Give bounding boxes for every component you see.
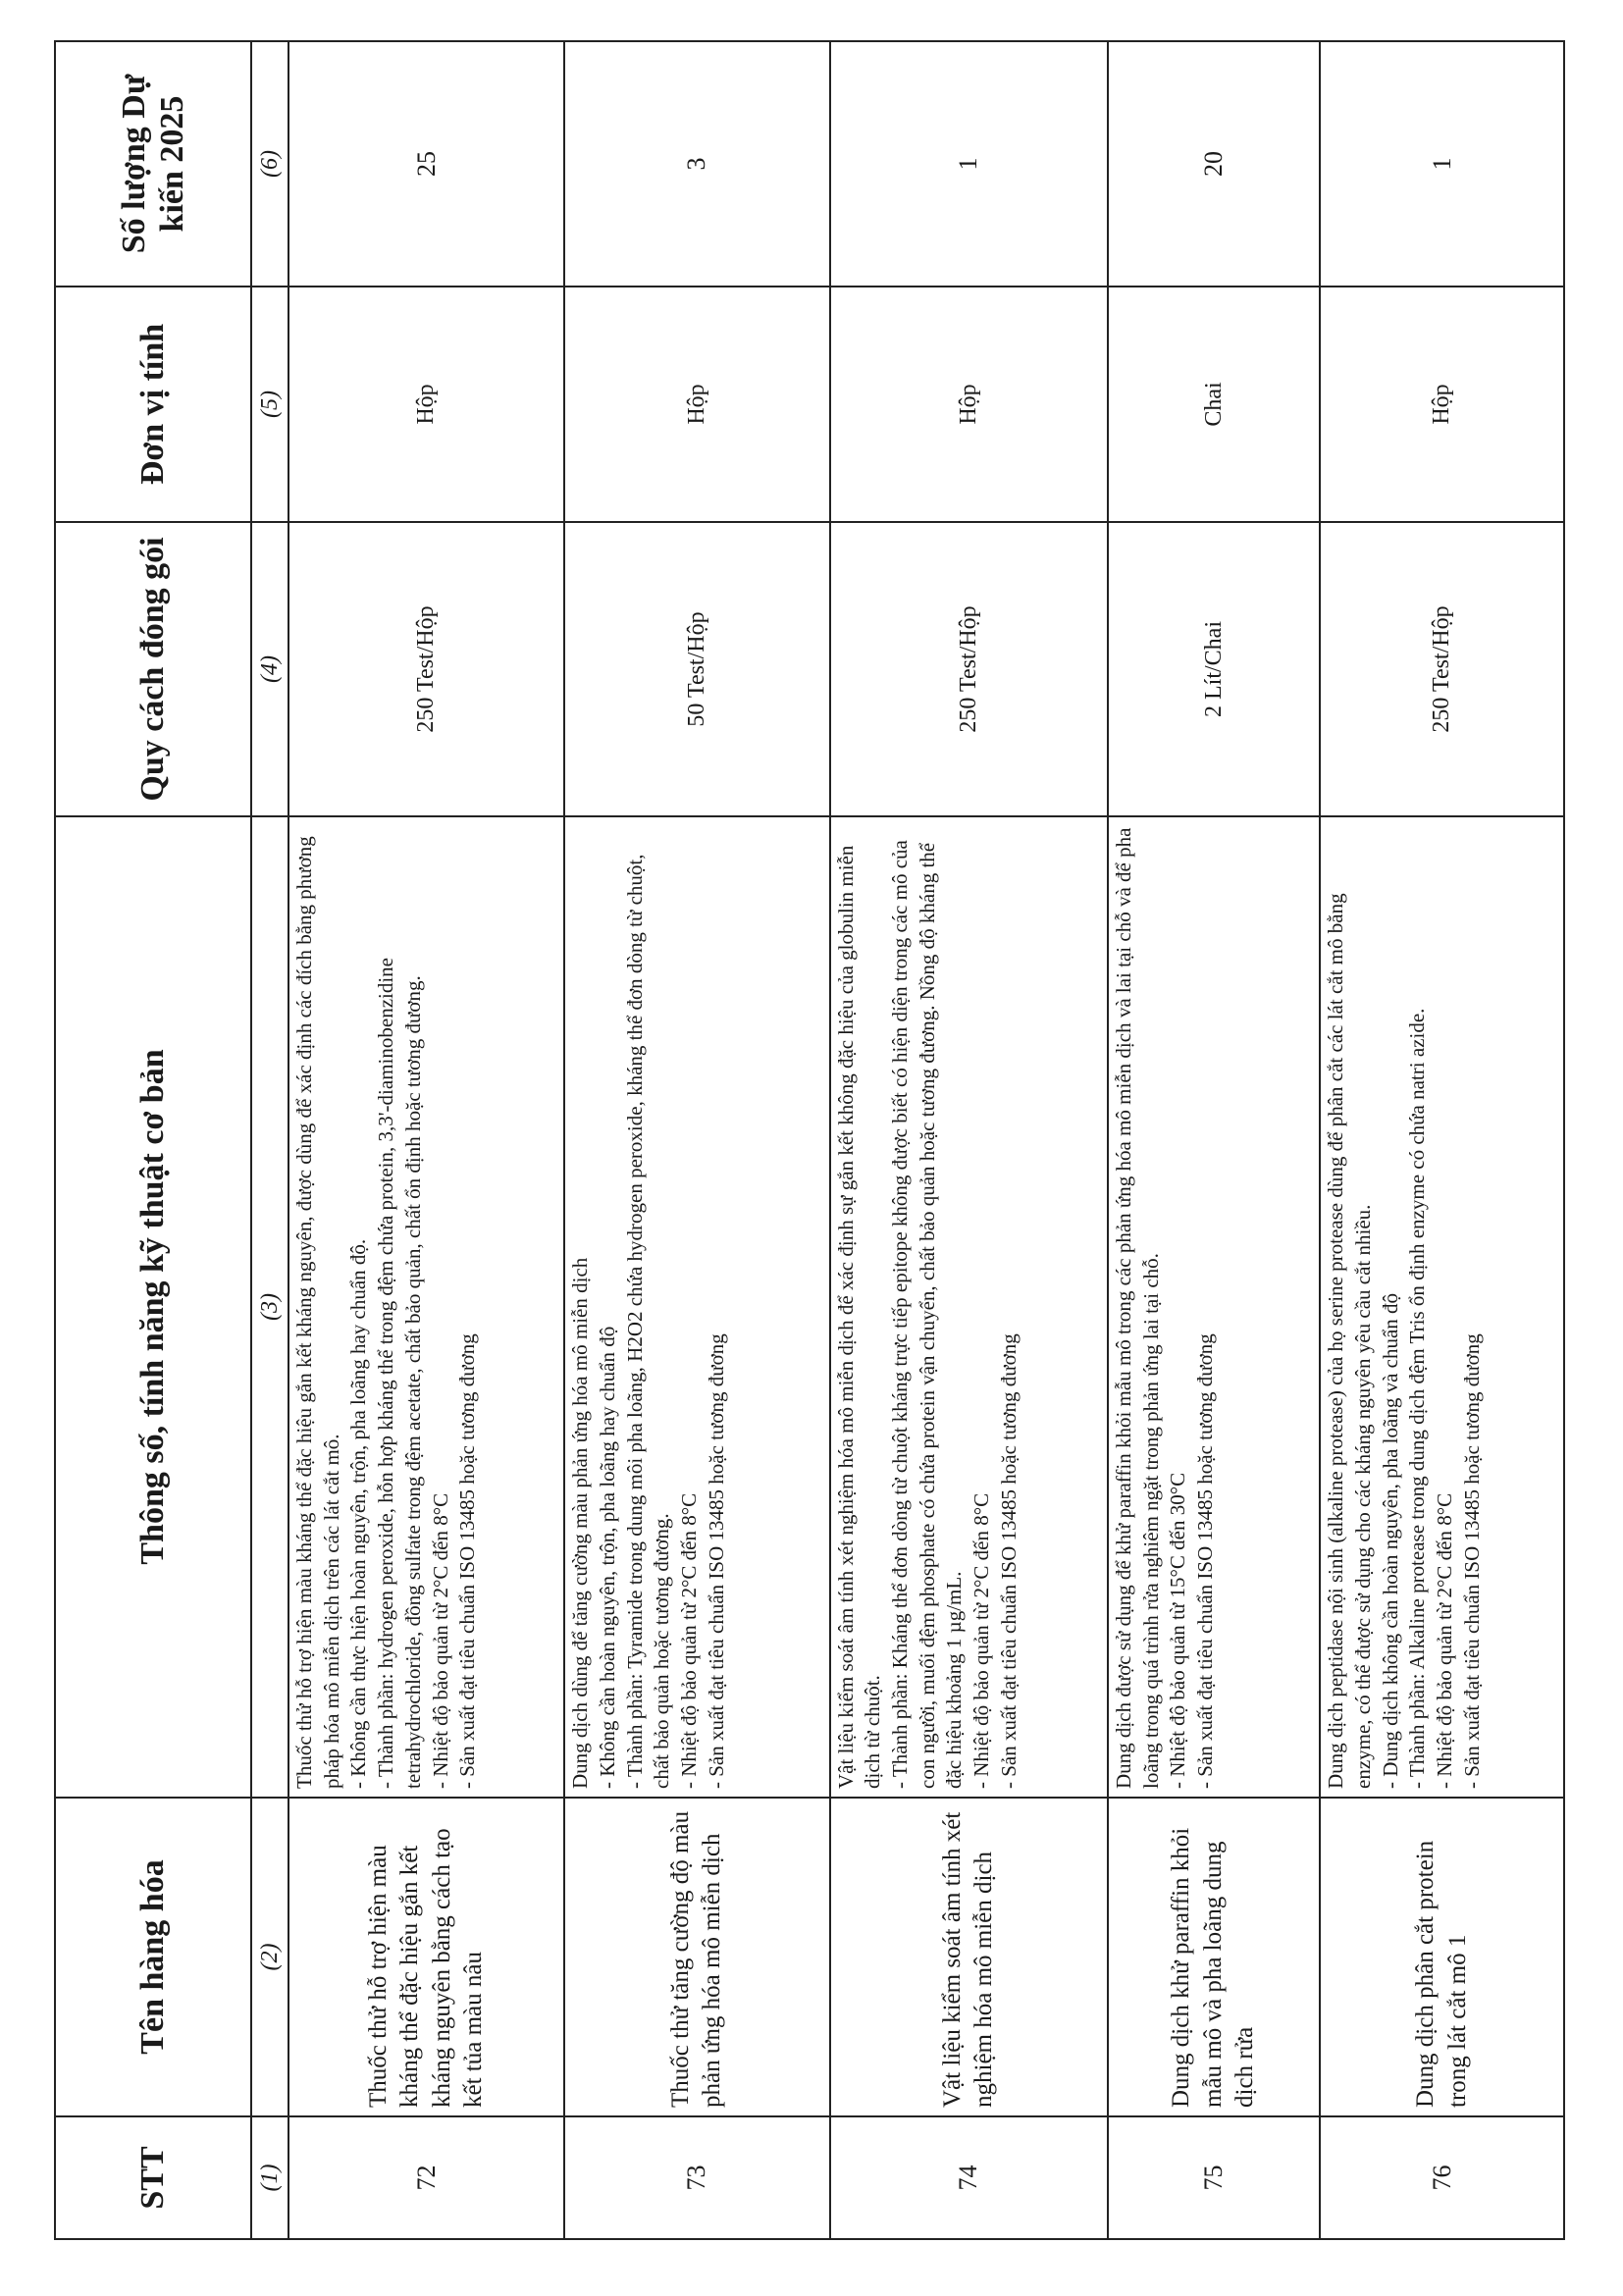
table-row	[1108, 41, 1320, 2239]
row-unit: Chai	[1108, 287, 1320, 522]
col-number: (6)	[251, 41, 288, 287]
row-unit: Hộp	[288, 287, 564, 522]
row-product-name: Dung dịch phân cắt protein trong lát cắt mô 1	[1320, 1798, 1564, 2116]
spec-line: Dung dịch được sử dụng để khử paraffin khỏi mẫu mô trong các phản ứng hóa mô miễn dịch và lai tại chỗ và để pha loãng trong quá trình rửa nghiêm ngặt trong phản ứng lai tại chỗ.	[1111, 827, 1163, 1789]
row-qty: 3	[564, 41, 829, 287]
row-spec	[830, 816, 1108, 1798]
row-product-name: Vật liệu kiểm soát âm tính xét nghiệm hóa mô miễn dịch	[830, 1798, 1108, 2116]
col-number: (3)	[251, 816, 288, 1798]
spec-line: - Sản xuất đạt tiêu chuẩn ISO 13485 hoặc tương đương	[455, 1333, 480, 1789]
header-pack: Quy cách đóng gói	[55, 522, 251, 816]
row-pack: 250 Test/Hộp	[1320, 522, 1564, 816]
header-unit: Đơn vị tính	[55, 287, 251, 522]
spec-line: - Sản xuất đạt tiêu chuẩn ISO 13485 hoặc tương đương	[1459, 1333, 1484, 1789]
table-row	[564, 41, 829, 2239]
spec-line: - Thành phần: Kháng thể đơn dòng từ chuột kháng trực tiếp epitope không được biết có hiện diện trong các mô của con người, muối đệm phosphate có chứa protein vận chuyển, chất bảo quản hoặc tương đương. Nồng độ kháng thể đặc hiệu khoảng 1 µg/mL.	[888, 840, 967, 1789]
spec-line: - Nhiệt độ bảo quản từ 2°C đến 8°C	[1433, 1492, 1457, 1789]
spec-line: Dung dịch peptidase nội sinh (alkaline protease) của họ serine protease dùng để phân cắt các lát cắt mô bằng enzyme, có thể được sử dụng cho các kháng nguyên yêu cầu cắt nhiều.	[1324, 893, 1375, 1789]
spec-line: - Nhiệt độ bảo quản từ 2°C đến 8°C	[677, 1492, 702, 1789]
spec-line: - Thành phần: Alkaline protease trong dung dịch đệm Tris ổn định enzyme có chứa natri azide.	[1405, 1008, 1430, 1789]
row-pack: 50 Test/Hộp	[564, 522, 829, 816]
spec-line: - Dung dịch không cần hoàn nguyên, pha loãng và chuẩn độ	[1378, 1292, 1402, 1789]
row-stt: 73	[564, 2116, 829, 2239]
spec-line: - Sản xuất đạt tiêu chuẩn ISO 13485 hoặc tương đương	[996, 1333, 1021, 1789]
row-unit: Hộp	[1320, 287, 1564, 522]
rotated-page	[54, 42, 1565, 2240]
col-number: (2)	[251, 1798, 288, 2116]
spec-line: - Thành phần: hydrogen peroxide, hỗn hợp kháng thể trong đệm chứa protein, 3,3'-diaminobenzidine tetrahydrochloride, đồng sulfate trong đệm acetate, chất bảo quản, chất ổn định hoặc tương đương.	[374, 957, 425, 1789]
row-qty: 20	[1108, 41, 1320, 287]
row-qty: 1	[1320, 41, 1564, 287]
spec-line: Dung dịch dùng để tăng cường màu phản ứng hóa mô miễn dịch	[568, 1257, 593, 1789]
header-spec: Thông số, tính năng kỹ thuật cơ bản	[55, 816, 251, 1798]
row-pack: 250 Test/Hộp	[830, 522, 1108, 816]
spec-line: - Không cần hoàn nguyên, trộn, pha loãng hay chuẩn độ	[595, 1326, 619, 1789]
spec-line: - Nhiệt độ bảo quản từ 2°C đến 8°C	[969, 1492, 994, 1789]
row-product-name: Thuốc thử tăng cường độ màu phản ứng hóa mô miễn dịch	[564, 1798, 829, 2116]
table-row	[288, 41, 564, 2239]
row-spec	[288, 816, 564, 1798]
row-product-name: Dung dịch khử paraffin khỏi mẫu mô và pha loãng dung dịch rửa	[1108, 1798, 1320, 2116]
row-pack: 250 Test/Hộp	[288, 522, 564, 816]
row-qty: 1	[830, 41, 1108, 287]
col-number: (5)	[251, 287, 288, 522]
header-name: Tên hàng hóa	[55, 1798, 251, 2116]
row-qty: 25	[288, 41, 564, 287]
row-stt: 75	[1108, 2116, 1320, 2239]
header-row	[55, 41, 251, 2239]
row-product-name: Thuốc thử hỗ trợ hiện màu kháng thể đặc hiệu gắn kết kháng nguyên bằng cách tạo kết tủa màu nâu	[288, 1798, 564, 2116]
spec-line: Vật liệu kiểm soát âm tính xét nghiệm hóa mô miễn dịch để xác định sự gắn kết không đặc hiệu của globulin miễn dịch từ chuột.	[833, 845, 885, 1789]
row-spec	[1108, 816, 1320, 1798]
row-unit: Hộp	[564, 287, 829, 522]
row-pack: 2 Lít/Chai	[1108, 522, 1320, 816]
table-row	[830, 41, 1108, 2239]
table-row	[1320, 41, 1564, 2239]
header-stt: STT	[55, 2116, 251, 2239]
col-number: (1)	[251, 2116, 288, 2239]
row-unit: Hộp	[830, 287, 1108, 522]
col-number: (4)	[251, 522, 288, 816]
row-stt: 74	[830, 2116, 1108, 2239]
row-stt: 72	[288, 2116, 564, 2239]
spec-line: - Nhiệt độ bảo quản từ 2°C đến 8°C	[428, 1492, 452, 1789]
header-qty: Số lượng Dự kiến 2025	[55, 41, 251, 287]
spec-line: - Thành phần: Tyramide trong dung môi pha loãng, H2O2 chứa hydrogen peroxide, kháng thể đơn dòng từ chuột, chất bảo quản hoặc tương đương.	[622, 854, 674, 1789]
column-number-row	[251, 41, 288, 2239]
spec-line: - Không cần thực hiện hoàn nguyên, trộn, pha loãng hay chuẩn độ.	[346, 1238, 371, 1789]
spec-line: - Sản xuất đạt tiêu chuẩn ISO 13485 hoặc tương đương	[704, 1333, 728, 1789]
row-spec	[564, 816, 829, 1798]
spec-line: - Nhiệt độ bảo quản từ 15°C đến 30°C	[1166, 1472, 1190, 1789]
product-spec-table	[54, 40, 1565, 2240]
spec-line: Thuốc thử hỗ trợ hiện màu kháng thể đặc hiệu gắn kết kháng nguyên, được dùng để xác định các đích bằng phương pháp hóa mô miễn dịch trên các lát cắt mô.	[292, 836, 343, 1789]
spec-line: - Sản xuất đạt tiêu chuẩn ISO 13485 hoặc tương đương	[1193, 1333, 1218, 1789]
row-stt: 76	[1320, 2116, 1564, 2239]
row-spec	[1320, 816, 1564, 1798]
